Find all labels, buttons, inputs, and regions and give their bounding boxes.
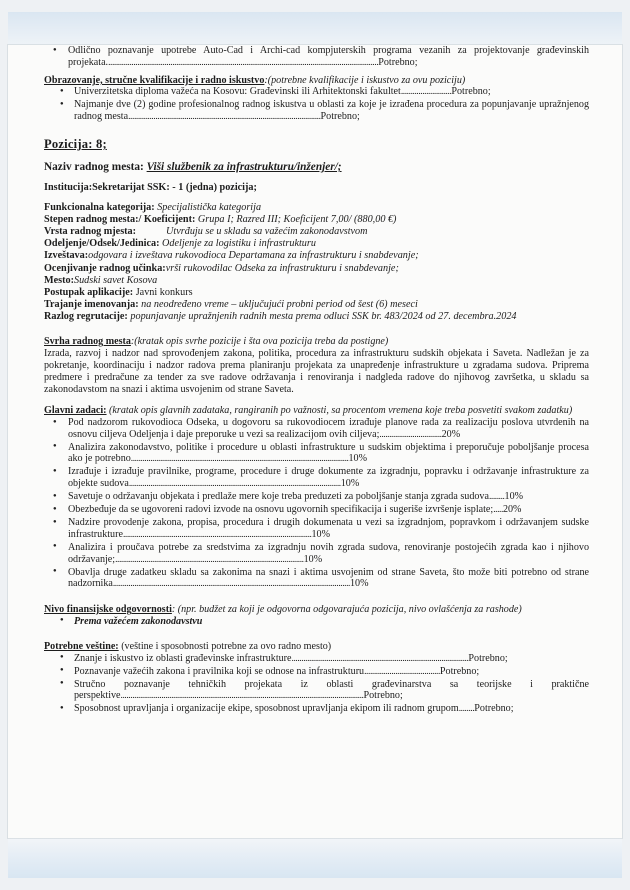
position-attribute-label: Vrsta radnog mjesta: (44, 226, 137, 238)
position-attribute-value: Specijalistička kategorija (157, 202, 262, 214)
financial-heading-note: : (npr. budžet za koji je odgovorna odgovarajuća pozicija, nivo ovlašćenja za rashode) (171, 604, 522, 616)
skill-item-text: Znanje i iskustvo iz oblasti građevinske infrastrukture (74, 652, 292, 664)
position-attribute-value: popunjavanje upražnjenih radnih mesta prema odluci SSK br. 483/2024 od 27. decembra.2024 (130, 310, 517, 322)
skill-item-requirement: Potrebno; (363, 690, 403, 702)
position-attribute-label: Trajanje imenovanja: (44, 298, 139, 310)
job-title-line (44, 161, 589, 173)
scan-bottom-band (8, 837, 622, 878)
position-attribute-row (44, 250, 589, 262)
skill-item-text: Sposobnost upravljanja i organizacije ekipe, sposobnost upravljanja ekipom ili radnom grupom (74, 703, 459, 715)
skill-item-text: Stručno poznavanje tehničkih projekata iz oblasti građevinarstva sa teorijske i praktične perspektive (74, 678, 589, 702)
task-item-leader: ................................................................................................. (115, 554, 304, 565)
tasks-heading-note: (kratak opis glavnih zadataka, rangiranih po važnosti, sa procentom vremena koje treba posvetiti svakom zadatku) (106, 405, 573, 417)
skill-item-leader: ........ (458, 704, 475, 715)
position-attribute-label: Ocenjivanje radnog učinka: (44, 262, 166, 274)
financial-item (44, 616, 589, 628)
position-attribute-label: Stepen radnog mesta:/ Koeficijent: (44, 214, 196, 226)
education-item-requirement: Potrebno; (451, 86, 491, 98)
education-item-requirement: Potrebno; (320, 110, 360, 122)
institution-line (44, 182, 589, 193)
purpose-section (44, 336, 589, 396)
task-item (44, 491, 589, 504)
task-item (44, 504, 589, 517)
skill-item-text: Poznavanje važećih zakona i pravilnika koji se odnose na infrastrukturu (74, 665, 365, 677)
task-item-leader: ..... (493, 505, 503, 516)
carryover-bullet (44, 45, 589, 69)
document-page (8, 45, 622, 838)
tasks-item-list (44, 417, 589, 591)
skill-item-leader: ........................................................................................... (291, 653, 469, 664)
position-attribute-label: Mesto: (44, 274, 74, 286)
skills-item-list (44, 653, 589, 716)
skill-item-requirement: Potrebno; (439, 665, 480, 677)
position-attributes-list (44, 202, 589, 323)
financial-item-list (44, 616, 589, 628)
task-item-text: Analizira i proučava potrebe za sredstvima za izgradnju novih zgrada sudova, renoviranje postojećih zgrada kao i njihovo održavanje; (68, 541, 589, 565)
education-section (44, 75, 589, 124)
task-item-leader: ............................................................................................................. (128, 478, 341, 489)
skills-heading-line (44, 641, 589, 653)
position-attribute-value: vrši rukovodilac Odseka za infrastrukturu i snabdevanje; (165, 262, 399, 274)
education-item-list (44, 86, 589, 123)
skill-item (44, 653, 589, 666)
purpose-heading-note: :(kratak opis svrhe pozicije i šta ova pozicija treba da postigne) (130, 336, 389, 347)
skill-item (44, 703, 589, 716)
task-item-text: Nadzire provodenje zakona, propisa, procedura i drugih dokumenata u vezi sa izgradnjom, popravkom i održavanjem sudske infrastrukture (68, 517, 589, 540)
task-item-text: Pod nadzorom rukovodioca Odseka, u dogovoru sa rukovodiocem izrađuje planove rada za realizaciju poslova utvrdenih na osnovu ciljeva Odeljenja i daje preporuke u vezi sa realizacijom ovih ciljeva; (68, 417, 589, 440)
task-item (44, 542, 589, 566)
task-item-text: Savetuje o održavanju objekata i predlaže mere koje treba preduzeti za poboljšanje stanja zgrada sudova (68, 491, 489, 503)
position-attribute-row (44, 214, 589, 226)
purpose-heading-line (44, 336, 589, 348)
task-item-percent: 10% (348, 453, 368, 465)
task-item (44, 417, 589, 441)
position-attribute-value: odgovara i izveštava rukovodioca Departamana za infrastrukturu i snabdevanje; (88, 250, 419, 262)
purpose-paragraph: Izrada, razvoj i nadzor nad sprovođenjem zakona, politika, procedura za infrastrukturu sudskih objekata i Saveta. Nadležan je za pokretanje, koordinaciju i nadzor radova prema planiranju projekata za unapređenje infrastrukture u zgradama sudova. Priprema predmere i predračune za tender za sve radove održavanja i renoviranja i nadgleda radove do njihovog završetka, u skladu sa zakonodavstom na snazi i aktima usvojenim od strane Saveta. (44, 347, 589, 396)
purpose-heading: Svrha radnog mesta (44, 336, 131, 347)
skill-item-requirement: Potrebno; (468, 652, 508, 664)
task-item (44, 567, 589, 591)
institution-label: Institucija: (44, 182, 93, 194)
task-item-percent: 10% (349, 578, 369, 590)
position-attribute-row (44, 287, 589, 299)
position-attribute-row (44, 299, 589, 311)
task-item-leader: ........ (488, 492, 505, 503)
position-attribute-label: Funkcionalna kategorija: (44, 202, 155, 214)
financial-item-text: Prema važećem zakonodavstvu (74, 615, 203, 627)
tasks-section (44, 405, 589, 590)
document-body (44, 45, 589, 838)
task-item-leader: .......................................................................................................................... (112, 579, 350, 590)
task-item-text: Obavlja druge zadatkeu skladu sa zakonima na snazi i aktima usvojenim od strane Saveta, što može biti potrebno od strane nadzornika (68, 566, 589, 590)
task-item-percent: 10% (504, 491, 524, 503)
tasks-heading-line (44, 405, 589, 417)
financial-heading: Nivo finansijske odgovornosti (44, 604, 172, 616)
carryover-bullet-leader: ........................................................................................................................................... (108, 57, 379, 68)
position-attribute-row (44, 202, 589, 214)
position-attribute-row (44, 238, 589, 250)
position-attribute-label: Odeljenje/Odsek/Jedinica: (44, 238, 160, 250)
task-item-percent: 10% (311, 528, 330, 540)
carryover-bullet-list (44, 45, 589, 69)
institution-value: Sekretarijat SSK: - 1 (jedna) pozicija; (92, 182, 257, 194)
skills-section (44, 641, 589, 716)
education-item-text: Univerzitetska diploma važeća na Kosovu: Građevinski ili Arhitektonski fakultet (74, 86, 401, 98)
education-item-text: Najmanje dve (2) godine profesionalnog radnog iskustva u oblasti za koje je izrađena procedura za popunjavanje upražnjenog radnog mesta (74, 99, 589, 122)
position-attribute-row (44, 263, 589, 275)
position-attribute-row (44, 226, 589, 238)
carryover-bullet-requirement: Potrebno; (378, 56, 418, 68)
position-number-heading: Pozicija: 8; (44, 137, 107, 152)
task-item-text: Obezbeđuje da se ugovoreni radovi izvode na osnovu ugovornih specifikacija i sugeriše izvršenje isplate; (68, 504, 494, 516)
position-attribute-value: na neodređeno vreme – uključujući probni period od šest (6) meseci (141, 298, 418, 310)
position-attribute-value: Odeljenje za logistiku i infrastrukturu (162, 238, 316, 250)
task-item (44, 466, 589, 490)
position-attribute-value: Utvrđuju se u skladu sa važećim zakonodavstvom (166, 226, 368, 238)
financial-responsibility-section (44, 604, 589, 627)
education-heading-note: :(potrebne kvalifikacije i iskustvo za ovu poziciju) (264, 74, 466, 86)
skill-item (44, 679, 589, 703)
education-heading: Obrazovanje, stručne kvalifikacije i radno iskustvo (44, 74, 265, 86)
skill-item-leader: ....................................... (364, 666, 440, 677)
task-item-percent: 20% (441, 428, 461, 440)
task-item-percent: 10% (303, 553, 323, 565)
position-attribute-row (44, 275, 589, 287)
education-item (44, 86, 589, 99)
skills-heading-note: (veštine i sposobnosti potrebne za ovo radno mesto) (118, 641, 332, 652)
task-item-percent: 20% (502, 504, 522, 516)
job-title-label: Naziv radnog mesta: (44, 161, 144, 174)
position-attribute-value: Grupa I; Razred III; Koeficijent 7,00/ (880,00 €) (197, 214, 397, 226)
task-item (44, 517, 589, 541)
education-item-leader: ................................................................................................... (128, 111, 321, 122)
financial-heading-line (44, 604, 589, 616)
skills-heading: Potrebne veštine: (44, 641, 119, 652)
skill-item-requirement: Potrebno; (474, 703, 514, 715)
education-item-leader: .......................... (400, 87, 452, 98)
task-item-leader: ................................................................................................................ (130, 454, 349, 465)
job-title-value: Viši službenik za infrastrukturu/inženjer/; (146, 161, 342, 174)
position-attribute-row (44, 311, 589, 323)
education-heading-line (44, 75, 589, 87)
carryover-bullet-text: Odlično poznavanje upotrebe Auto-Cad i Archi-cad kompjuterskih programa vezanih za projektovanje građevinskih projekata. (68, 45, 589, 68)
task-item-percent: 10% (340, 477, 360, 489)
task-item-leader: ................................ (379, 429, 442, 440)
scan-top-band (8, 12, 622, 46)
skill-item-leader: ............................................................................................................................. (120, 691, 364, 702)
task-item-text: Izrađuje i izrađuje pravilnike, programe, procedure i druge dokumente za izgradnju, popravku i održavanje infrastrukture za objekte sudova (68, 466, 589, 489)
position-attribute-label: Razlog regrutacije: (44, 310, 128, 322)
task-item-text: Analizira zakonodavstvo, politike i procedure u oblasti infrastrukture u sudskim objektima i preporučuje poboljšanje procesa ako je potrebno (68, 441, 589, 465)
task-item-leader: ................................................................................................. (122, 529, 312, 540)
task-item (44, 442, 589, 466)
skill-item (44, 666, 589, 679)
position-attribute-label: Izveštava: (44, 250, 89, 262)
position-attribute-label: Postupak aplikacije: (44, 286, 134, 298)
tasks-heading: Glavni zadaci: (44, 405, 107, 417)
education-item (44, 99, 589, 123)
position-attribute-value: Javni konkurs (135, 286, 193, 298)
position-attribute-value: Sudski savet Kosova (73, 274, 158, 286)
